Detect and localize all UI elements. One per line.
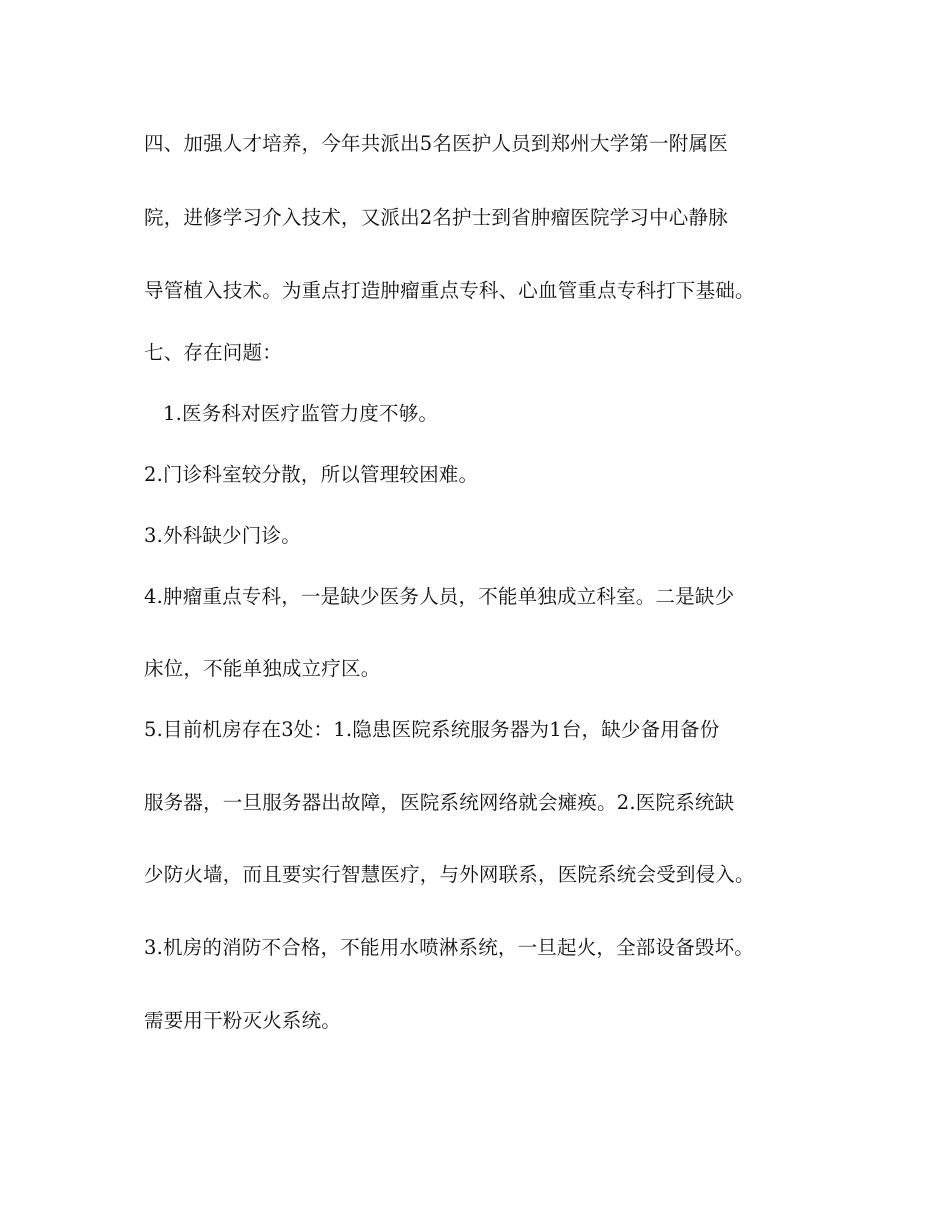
list-item-4-line-2: 床位，不能单独成立疗区。 [144,657,381,680]
list-item-5-line-2: 服务器，一旦服务器出故障，医院系统网络就会瘫痪。2.医院系统缺 [144,791,735,814]
paragraph-line-2: 院，进修学习介入技术，又派出2名护士到省肿瘤医院学习中心静脉 [144,206,728,229]
list-item-4-line-1: 4.肿瘤重点专科，一是缺少医务人员，不能单独成立科室。二是缺少 [144,585,735,608]
list-item-5-line-1: 5.目前机房存在3处：1.隐患医院系统服务器为1台，缺少备用备份 [144,718,720,741]
list-item-5-line-5: 需要用干粉灭火系统。 [144,1009,342,1032]
list-item-5-line-4: 3.机房的消防不合格，不能用水喷淋系统，一旦起火，全部设备毁坏。 [144,936,755,959]
list-item-1: 1.医务科对医疗监管力度不够。 [163,402,439,425]
list-item-5-line-3: 少防火墙，而且要实行智慧医疗，与外网联系，医院系统会受到侵入。 [144,863,755,886]
paragraph-line-1: 四、加强人才培养，今年共派出5名医护人员到郑州大学第一附属医 [144,132,728,155]
list-item-3: 3.外科缺少门诊。 [144,524,301,547]
section-heading: 七、存在问题： [144,341,282,364]
list-item-2: 2.门诊科室较分散，所以管理较困难。 [144,463,479,486]
paragraph-line-3: 导管植入技术。为重点打造肿瘤重点专科、心血管重点专科打下基础。 [144,279,755,302]
